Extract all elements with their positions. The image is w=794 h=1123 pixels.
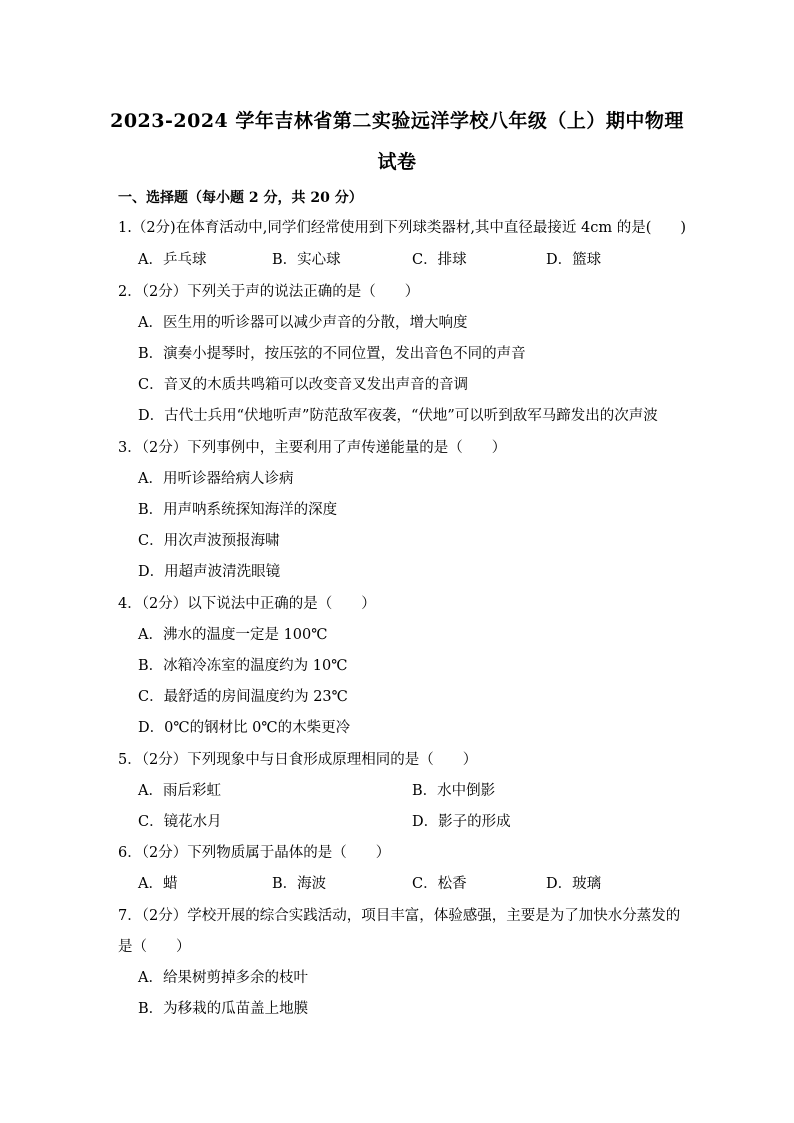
question-4-option-d: D．0℃的钢材比 0℃的木柴更冷 — [138, 720, 351, 736]
question-6-option-d: D．玻璃 — [546, 876, 602, 892]
question-3-stem: 3．（2分）下列事例中，主要利用了声传递能量的是（ ） — [118, 440, 507, 456]
question-3-option-a: A．用听诊器给病人诊病 — [138, 471, 294, 487]
question-6-option-a: A．蜡 — [138, 876, 178, 892]
question-7-option-b: B．为移栽的瓜苗盖上地膜 — [138, 1001, 309, 1017]
question-2-option-b: B．演奏小提琴时，按压弦的不同位置，发出音色不同的声音 — [138, 346, 526, 362]
question-7-stem-continued: 是（ ） — [118, 939, 191, 955]
question-5-option-a: A．雨后彩虹 — [138, 783, 221, 799]
question-5-option-b: B．水中倒影 — [412, 783, 496, 799]
question-3-option-b: B．用声呐系统探知海洋的深度 — [138, 502, 338, 518]
exam-title-line1: 2023-2024 学年吉林省第二实验远洋学校八年级（上）期中物理 — [110, 110, 684, 132]
question-6-stem: 6．（2分）下列物质属于晶体的是（ ） — [118, 845, 391, 861]
question-3-option-d: D．用超声波清洗眼镜 — [138, 564, 281, 580]
question-1-option-c: C．排球 — [412, 252, 467, 268]
question-3-option-c: C．用次声波预报海啸 — [138, 533, 280, 549]
question-2-stem: 2．（2分）下列关于声的说法正确的是（ ） — [118, 284, 420, 300]
question-6-option-b: B．海波 — [272, 876, 327, 892]
question-2-option-a: A．医生用的听诊器可以减少声音的分散，增大响度 — [138, 315, 468, 331]
question-1-option-b: B．实心球 — [272, 252, 341, 268]
question-4-option-a: A．沸水的温度一定是 100℃ — [138, 627, 328, 643]
question-2-option-d: D．古代士兵用“伏地听声”防范敌军夜袭，“伏地”可以听到敌军马蹄发出的次声波 — [138, 408, 658, 424]
question-4-stem: 4．（2分）以下说法中正确的是（ ） — [118, 596, 376, 612]
question-7-option-a: A．给果树剪掉多余的枝叶 — [138, 970, 308, 986]
question-6-option-c: C．松香 — [412, 876, 467, 892]
question-5-stem: 5．（2分）下列现象中与日食形成原理相同的是（ ） — [118, 752, 478, 768]
question-5-option-c: C．镜花水月 — [138, 814, 222, 830]
question-1-option-d: D．篮球 — [546, 252, 602, 268]
question-5-option-d: D．影子的形成 — [412, 814, 511, 830]
question-2-option-c: C．音叉的木质共鸣箱可以改变音叉发出声音的音调 — [138, 377, 469, 393]
section-heading: 一、选择题（每小题 2 分，共 20 分） — [118, 190, 363, 206]
question-7-stem: 7．（2分）学校开展的综合实践活动，项目丰富，体验感强，主要是为了加快水分蒸发的 — [118, 908, 681, 924]
question-1-stem: 1.（2分)在体育活动中,同学们经常使用到下列球类器材,其中直径最接近 4cm 的是( ) — [118, 220, 687, 236]
question-4-option-c: C．最舒适的房间温度约为 23℃ — [138, 689, 348, 705]
question-4-option-b: B．冰箱冷冻室的温度约为 10℃ — [138, 658, 348, 674]
exam-title-line2: 试卷 — [377, 151, 417, 173]
question-1-option-a: A．乒乓球 — [138, 252, 207, 268]
